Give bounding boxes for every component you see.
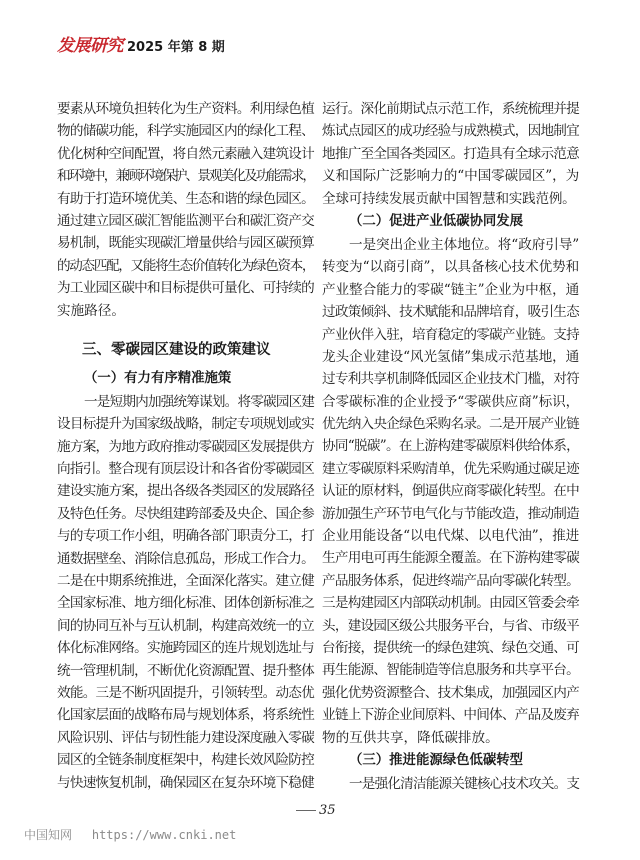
journal-logo: 发展研究 <box>57 36 123 56</box>
text-line: 再生能源、智能制造等信息服务和共享平台。 <box>322 662 579 679</box>
page-number-text: 35 <box>319 803 336 818</box>
text-line: 转变为“以商引商”，以具备核心技术优势和 <box>322 259 579 276</box>
left-column <box>57 98 314 794</box>
page-number <box>296 803 336 818</box>
text-line: 过专利共享机制降低园区企业技术门槛，对符 <box>322 371 579 388</box>
subsection-heading: （二）促进产业低碳协同发展 <box>349 213 524 229</box>
text-line: 一是短期内加强统筹谋划。将零碳园区建 <box>84 393 314 410</box>
text-line: 实施路径。 <box>57 302 125 319</box>
text-line: 优先纳入央企绿色采购名录。二是开展产业链 <box>322 416 579 433</box>
text-line: 全国家标准、地方细化标准、团体创新标准之 <box>57 595 314 612</box>
text-line: 风险识别、评估与韧性能力建设深度融入零碳 <box>57 729 314 746</box>
text-line: 企业用能设备“以电代煤、以电代油”，推进 <box>322 528 579 545</box>
text-line: 产品服务体系，促进终端产品向零碳化转型。 <box>322 572 579 589</box>
text-line: 与快速恢复机制，确保园区在复杂环境下稳健 <box>57 774 314 791</box>
text-line: 化国家层面的战略布局与规划体系，将系统性 <box>57 707 314 724</box>
text-line: 义和国际广泛影响力的“中国零碳园区”，为 <box>322 168 579 185</box>
text-line: 全球可持续发展贡献中国智慧和实践范例。 <box>322 190 576 207</box>
subsection-heading: （三）推进能源绿色低碳转型 <box>349 752 524 768</box>
text-line: 通数据壁垒、消除信息孤岛，形成工作合力。 <box>57 550 314 567</box>
text-line: 间的协同互补与互认机制，构建高效统一的立 <box>57 617 314 634</box>
text-line: 建立零碳原料采购清单，优先采购通过碳足迹 <box>322 460 579 477</box>
text-line: 通过建立园区碳汇智能监测平台和碳汇资产交 <box>57 212 314 229</box>
text-line: 向指引。整合现有顶层设计和各省份零碳园区 <box>57 461 314 478</box>
text-line: 和环境中，兼顾环境保护、景观美化及功能需求， <box>57 168 314 185</box>
issue-label: 2025 年第 8 期 <box>127 40 225 55</box>
text-line: 运行。深化前期试点示范工作，系统梳理并提 <box>322 101 579 117</box>
text-line: 园区的全链条制度框架中，构建长效风险防控 <box>57 752 314 769</box>
text-line: 产业整合能力的零碳“链主”企业为中枢，通 <box>322 281 579 298</box>
text-line: 及特色任务。尽快组建跨部委及央企、国企参 <box>57 505 314 522</box>
text-line: 三是构建园区内部联动机制。由园区管委会牵 <box>322 595 579 612</box>
text-line: 炼试点园区的成功经验与成熟模式，因地制宜 <box>322 123 579 140</box>
text-line: 设目标提升为国家级战略，制定专项规划或实 <box>57 416 314 433</box>
text-line: 二是在中期系统推进，全面深化落实。建立健 <box>57 573 314 590</box>
text-line: 协同“脱碳”。在上游构建零碳原料供给体系， <box>322 438 579 455</box>
text-line: 一是强化清洁能源关键核心技术攻关。支 <box>349 775 579 792</box>
text-line: 业链上下游企业间原料、中间体、产品及废弃 <box>322 707 579 724</box>
text-line: 为工业园区碳中和目标提供可量化、可持续的 <box>57 280 314 297</box>
watermark-name: 中国知网 <box>24 828 73 842</box>
text-line: 合零碳标准的企业授予“零碳供应商”标识， <box>322 393 579 410</box>
text-line: 有助于打造环境优美、生态和谐的绿色园区。 <box>57 190 314 207</box>
text-line: 过政策倾斜、技术赋能和品牌培育，吸引生态 <box>322 304 579 321</box>
text-line: 游加强生产环节电气化与节能改造，推动制造 <box>322 505 579 522</box>
text-line: 地推广至全国各类园区。打造具有全球示范意 <box>322 145 579 162</box>
watermark-url[interactable]: https://www.cnki.net <box>91 828 237 842</box>
text-line: 建设实施方案，提出各级各类园区的发展路径 <box>57 483 314 500</box>
journal-header <box>57 31 225 56</box>
text-line: 强化优势资源整合、技术集成，加强园区内产 <box>322 684 579 701</box>
text-line: 与的专项工作小组，明确各部门职责分工，打 <box>57 528 314 545</box>
text-line: 物的储碳功能，科学实施园区内的绿化工程、 <box>57 123 314 140</box>
text-line: 龙头企业建设“风光氢储”集成示范基地，通 <box>322 348 579 365</box>
text-line: 施方案，为地方政府推动零碳园区发展提供方 <box>57 438 314 455</box>
text-line: 统一管理机制，不断优化资源配置、提升整体 <box>57 662 314 679</box>
text-line: 效能。三是不断巩固提升，引领转型。动态优 <box>57 684 314 701</box>
cnki-watermark <box>24 826 236 843</box>
text-line: 产业伙伴入驻，培育稳定的零碳产业链。支持 <box>322 326 579 343</box>
text-line: 易机制，既能实现碳汇增量供给与园区碳预算 <box>57 235 314 252</box>
right-column <box>322 98 579 795</box>
text-line: 头，建设园区级公共服务平台，与省、市级平 <box>322 617 579 634</box>
text-line: 优化树种空间配置，将自然元素融入建筑设计 <box>57 145 314 162</box>
page-number-rule <box>296 810 316 811</box>
text-line: 一是突出企业主体地位。将“政府引导” <box>349 236 579 253</box>
text-line: 生产用电可再生能源全覆盖。在下游构建零碳 <box>322 550 579 567</box>
text-line: 台衔接，提供统一的绿色建筑、绿色交通、可 <box>322 639 579 656</box>
text-line: 物的互供共享，降低碳排放。 <box>322 729 499 746</box>
subsection-heading: （一）有力有序精准施策 <box>84 370 232 386</box>
section-heading: 三、零碳园区建设的政策建议 <box>82 341 271 358</box>
text-line: 认证的原材料，倒逼供应商零碳化转型。在中 <box>322 483 579 500</box>
text-line: 要素从环境负担转化为生产资料。利用绿色植 <box>57 101 314 117</box>
text-line: 的动态匹配，又能将生态价值转化为绿色资本， <box>57 257 314 274</box>
text-line: 体化标准网络。实施跨园区的连片规划选址与 <box>57 640 314 657</box>
